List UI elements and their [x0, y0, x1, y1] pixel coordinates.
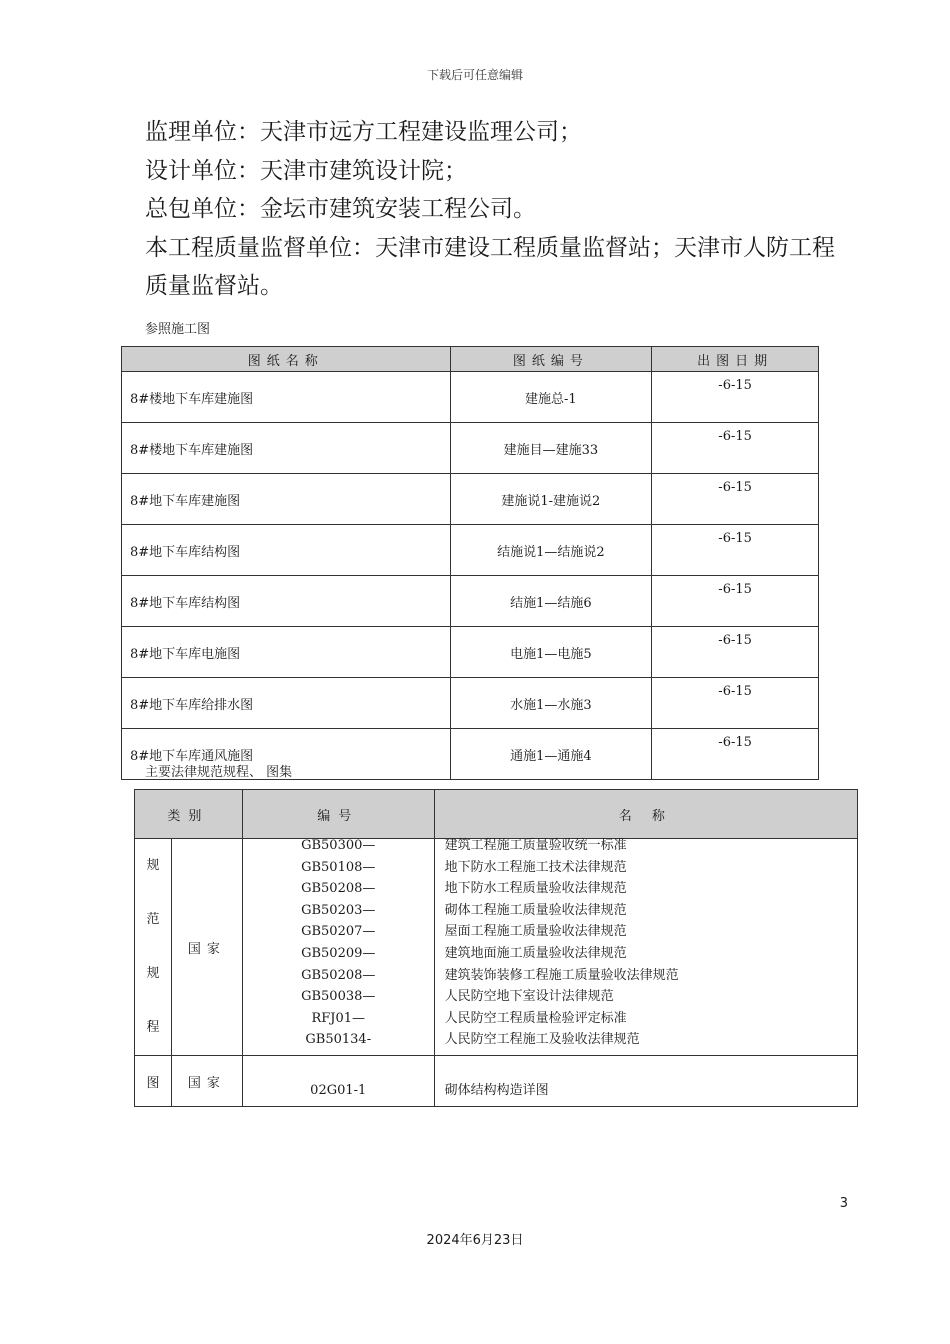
category-cell: [135, 839, 172, 1056]
table-row: [122, 525, 819, 576]
table-row: [122, 372, 819, 423]
names-cell: [434, 839, 857, 1056]
standard-code: RFJ01—: [311, 1010, 366, 1026]
table-row: [122, 627, 819, 678]
drawing-date: -6-15: [652, 423, 819, 474]
standard-name: 人民防空地下室设计法律规范: [444, 989, 614, 1005]
drawing-name: 8#楼地下车库建施图: [122, 423, 451, 474]
col-header-title: 名 称: [434, 790, 857, 839]
drawing-name: 8#地下车库通风施图: [122, 729, 451, 780]
drawings-table: [121, 346, 819, 780]
drawing-name: 8#地下车库结构图: [122, 576, 451, 627]
level-cell: 国家: [171, 839, 242, 1056]
drawing-name: 8#地下车库给排水图: [122, 678, 451, 729]
category-char: 规: [146, 858, 160, 873]
standard-name: 建筑装饰装修工程施工质量验收法律规范: [444, 967, 679, 983]
drawing-date: -6-15: [652, 576, 819, 627]
table-row: [122, 423, 819, 474]
standard-code: GB50108—: [301, 859, 376, 875]
col-header-number: 图纸编号: [450, 347, 652, 372]
standards-table: [134, 789, 858, 1107]
col-header-code: 编号: [242, 790, 434, 839]
standard-name: 地下防水工程质量验收法律规范: [444, 881, 627, 897]
drawing-number: 建施说1-建施说2: [450, 474, 652, 525]
drawing-number: 建施总-1: [450, 372, 652, 423]
general-contractor-line: 总包单位：金坛市建筑安装工程公司。: [145, 196, 536, 222]
drawing-name: 8#楼地下车库建施图: [122, 372, 451, 423]
standard-name: 地下防水工程施工技术法律规范: [444, 859, 627, 875]
design-unit-line: 设计单位：天津市建筑设计院；: [145, 157, 467, 184]
drawing-date: -6-15: [652, 627, 819, 678]
drawing-number: 建施目—建施33: [450, 423, 652, 474]
atlas-name: 砌体结构构造详图: [434, 1056, 857, 1107]
level-cell: 国家: [171, 1056, 242, 1107]
table-row: [122, 678, 819, 729]
standards-caption: 主要法律规范规程、 图集: [145, 765, 293, 780]
page-header: 下载后可任意编辑: [426, 68, 523, 82]
category-char: 范: [146, 912, 160, 927]
category-char: 规: [146, 966, 160, 981]
drawing-name: 8#地下车库电施图: [122, 627, 451, 678]
drawings-caption: 参照施工图: [145, 322, 211, 337]
drawing-number: 结施说1—结施说2: [450, 525, 652, 576]
standard-code: GB50203—: [301, 902, 376, 918]
codes-cell: [242, 839, 434, 1056]
drawing-number: 通施1—通施4: [450, 729, 652, 780]
standard-code: GB50208—: [301, 967, 376, 983]
atlas-code: 02G01-1: [242, 1056, 434, 1107]
standard-code: GB50300—: [301, 838, 376, 853]
standard-code: GB50209—: [301, 945, 376, 961]
standard-name: 人民防空工程施工及验收法律规范: [444, 1032, 640, 1048]
drawing-date: -6-15: [652, 474, 819, 525]
drawing-number: 电施1—电施5: [450, 627, 652, 678]
category-char: 程: [146, 1020, 160, 1035]
standard-code: GB50208—: [301, 881, 376, 897]
project-info: [145, 113, 855, 306]
table-row: [135, 1056, 858, 1107]
table-row: [122, 576, 819, 627]
standard-code: GB50134-: [305, 1032, 372, 1048]
drawing-name: 8#地下车库建施图: [122, 474, 451, 525]
standard-name: 建筑工程施工质量验收统一标准: [444, 838, 627, 853]
footer-date: 2024年6月23日: [426, 1233, 524, 1248]
category-cell: 图: [135, 1056, 172, 1107]
col-header-date: 出图日期: [652, 347, 819, 372]
drawing-date: -6-15: [652, 525, 819, 576]
col-header-category: 类别: [135, 790, 243, 839]
table-row: [122, 474, 819, 525]
drawing-date: -6-15: [652, 678, 819, 729]
drawing-name: 8#地下车库结构图: [122, 525, 451, 576]
standard-name: 人民防空工程质量检验评定标准: [444, 1010, 627, 1026]
supervision-unit-line: 监理单位：天津市远方工程建设监理公司；: [145, 119, 582, 145]
page-number: 3: [839, 1196, 848, 1211]
drawing-date: -6-15: [652, 729, 819, 780]
drawing-date: -6-15: [652, 372, 819, 423]
quality-supervision-line: 本工程质量监督单位：天津市建设工程质量监督站；天津市人防工程: [145, 234, 835, 261]
standard-name: 砌体工程施工质量验收法律规范: [444, 902, 627, 918]
drawing-number: 结施1—结施6: [450, 576, 652, 627]
col-header-name: 图纸名称: [122, 347, 451, 372]
drawing-number: 水施1—水施3: [450, 678, 652, 729]
table-row: [135, 839, 858, 1056]
standard-name: 屋面工程施工质量验收法律规范: [444, 924, 627, 940]
quality-supervision-line-cont: 质量监督站。: [145, 273, 283, 299]
standard-code: GB50038—: [301, 989, 376, 1005]
standard-code: GB50207—: [301, 924, 376, 940]
standard-name: 建筑地面施工质量验收法律规范: [444, 945, 627, 961]
